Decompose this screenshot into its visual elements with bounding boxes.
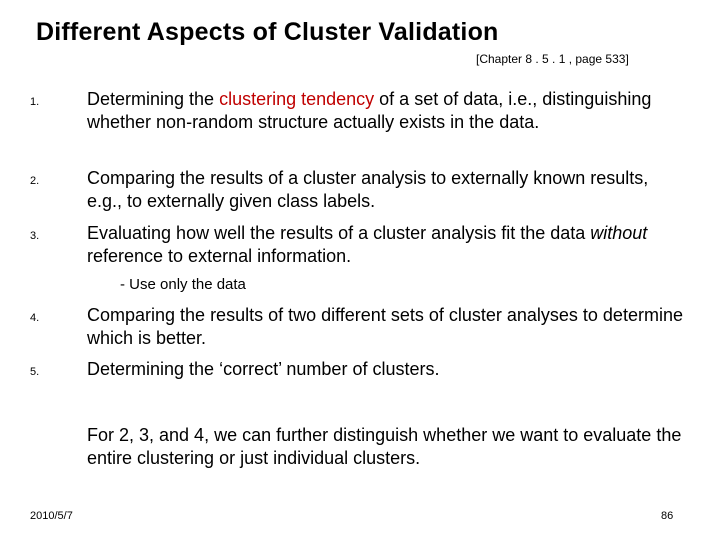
sub-note: - Use only the data: [120, 276, 246, 293]
item-number: 1.: [30, 96, 40, 108]
emphasis: without: [590, 223, 648, 243]
footnote-paragraph: For 2, 3, and 4, we can further distinguish whether we want to evaluate the entire clustering or just individual clusters.: [87, 425, 682, 468]
slide-title: Different Aspects of Cluster Validation: [36, 18, 499, 46]
item-text: Determining the ‘correct’ number of clusters.: [87, 359, 440, 379]
item-text: Evaluating how well the results of a cluster analysis fit the data without reference to external information.: [87, 223, 648, 266]
item-text: Comparing the results of a cluster analysis to externally known results, e.g., to externally given class labels.: [87, 168, 649, 211]
slide-number: 86: [661, 510, 674, 522]
item-number: 3.: [30, 230, 40, 242]
item-number: 5.: [30, 366, 40, 378]
item-number: 2.: [30, 175, 40, 187]
chapter-reference: [Chapter 8 . 5 . 1 , page 533]: [476, 52, 629, 66]
highlight-term: clustering tendency: [219, 89, 375, 109]
item-number: 4.: [30, 312, 40, 324]
item-text: Determining the clustering tendency of a set of data, i.e., distinguishing whether non-random structure actually exists in the data.: [87, 89, 652, 132]
item-text: Comparing the results of two different sets of cluster analyses to determine which is better.: [87, 305, 683, 348]
slide-date: 2010/5/7: [30, 510, 73, 522]
